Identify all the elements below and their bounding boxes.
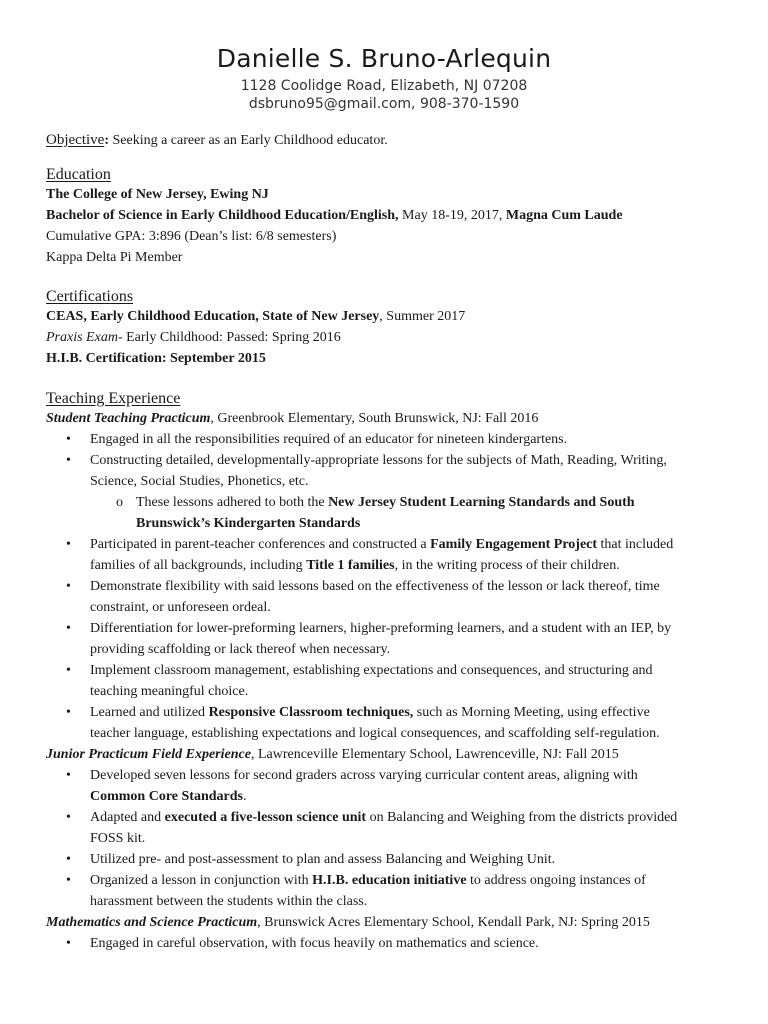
bullet-icon: •: [66, 936, 71, 951]
list-item-text: constraint, or unforeseen ordeal.: [90, 600, 271, 615]
math-science-practicum-title: [46, 912, 736, 933]
list-item-text: These lessons adhered to both the: [136, 495, 329, 510]
student-teaching-title: [46, 408, 736, 429]
objective-text: Seeking a career as an Early Childhood educator.: [108, 133, 388, 148]
list-item: [46, 618, 736, 660]
list-item-text: Utilized pre- and post-assessment to plan and assess Balancing and Weighing Unit.: [90, 852, 556, 867]
education-degree: [46, 205, 736, 226]
bullet-icon: •: [66, 579, 71, 594]
list-item-emphasis: New Jersey Student Learning Standards and South: [328, 495, 635, 510]
list-item-text: FOSS kit.: [90, 831, 146, 846]
list-item-emphasis: Family Engagement Project: [430, 537, 598, 552]
list-item-text: harassment between the students within the class.: [90, 894, 368, 909]
bullet-icon: •: [66, 705, 71, 720]
list-item: [46, 933, 736, 954]
sub-list-item: [46, 492, 736, 534]
email-phone-line: dsbruno95@gmail.com, 908-370-1590: [248, 96, 520, 112]
st-location: , Greenbrook Elementary, South Brunswick, NJ: Fall 2016: [210, 411, 539, 426]
degree-title: Bachelor of Science in Early Childhood Education/English,: [46, 208, 399, 223]
list-item-text: families of all backgrounds, including: [90, 558, 307, 573]
list-item: [46, 870, 736, 912]
list-item-text: Engaged in all the responsibilities required of an educator for nineteen kindergartens.: [90, 432, 568, 447]
bullet-icon: •: [66, 873, 71, 888]
bullet-icon: •: [66, 621, 71, 636]
list-item-text: Participated in parent-teacher conferences and constructed a: [90, 537, 431, 552]
list-item: [46, 660, 736, 702]
education-gpa: Cumulative GPA: 3:896 (Dean’s list: 6/8 semesters): [46, 229, 337, 244]
list-item: [46, 534, 736, 576]
ms-title: Mathematics and Science Practicum: [46, 915, 258, 930]
bullet-icon: •: [66, 810, 71, 825]
list-item-emphasis: Title 1 families: [306, 558, 395, 573]
list-item-text: Developed seven lessons for second graders across varying curricular content areas, aligning with: [90, 768, 638, 783]
list-item: [46, 849, 736, 870]
bullet-icon: •: [66, 432, 71, 447]
list-item-emphasis: Brunswick’s Kindergarten Standards: [136, 516, 361, 531]
education-member: Kappa Delta Pi Member: [46, 250, 183, 265]
cert-ceas-title: CEAS, Early Childhood Education, State of New Jersey: [46, 309, 380, 324]
list-item-text: such as Morning Meeting, using effective: [413, 705, 650, 720]
bullet-icon: •: [66, 663, 71, 678]
st-title: Student Teaching Practicum: [46, 411, 211, 426]
list-item: [46, 807, 736, 849]
education-school: The College of New Jersey, Ewing NJ: [46, 187, 269, 202]
list-item: [46, 702, 736, 744]
jp-location: , Lawrenceville Elementary School, Lawrenceville, NJ: Fall 2015: [250, 747, 619, 762]
degree-date: May 18-19, 2017,: [398, 208, 506, 223]
student-teaching-list-2: [46, 534, 736, 744]
list-item-text: Organized a lesson in conjunction with: [90, 873, 313, 888]
objective-colon: :: [104, 133, 109, 148]
address-line: 1128 Coolidge Road, Elizabeth, NJ 07208: [240, 78, 528, 94]
student-teaching-list: [46, 429, 736, 492]
objective-line: [46, 130, 736, 151]
list-item-text: providing scaffolding or lack thereof when necessary.: [90, 642, 391, 657]
cert-hib: H.I.B. Certification: September 2015: [46, 351, 266, 366]
list-item-emphasis: H.I.B. education initiative: [312, 873, 467, 888]
cert-ceas: [46, 306, 736, 327]
list-item-emphasis: Common Core Standards: [90, 789, 243, 804]
list-item-text: Demonstrate flexibility with said lessons based on the effectiveness of the lesson or lack thereof, time: [90, 579, 660, 594]
education-heading: Education: [46, 166, 111, 183]
bullet-icon: •: [66, 768, 71, 783]
list-item-text: to address ongoing instances of: [466, 873, 646, 888]
list-item-text: that included: [597, 537, 674, 552]
junior-practicum-title: [46, 744, 736, 765]
junior-practicum-list: [46, 765, 736, 912]
circle-bullet-icon: o: [116, 495, 123, 510]
list-item: [46, 576, 736, 618]
list-item-text: Constructing detailed, developmentally-appropriate lessons for the subjects of Math, Reading, Writing,: [90, 453, 667, 468]
certifications-heading: Certifications: [46, 288, 134, 305]
math-science-list: [46, 933, 736, 954]
objective-label: Objective: [46, 132, 105, 148]
list-item: [46, 429, 736, 450]
resume-name: Danielle S. Bruno-Arlequin: [216, 44, 552, 73]
list-item-text: on Balancing and Weighing from the districts provided: [366, 810, 678, 825]
cert-praxis: [46, 327, 736, 348]
jp-title: Junior Practicum Field Experience: [46, 747, 251, 762]
list-item-text: Engaged in careful observation, with focus heavily on mathematics and science.: [90, 936, 539, 951]
teaching-section: [46, 390, 736, 954]
list-item-text: Differentiation for lower-preforming learners, higher-preforming learners, and a student with an IEP, by: [90, 621, 672, 636]
list-item-text: teaching meaningful choice.: [90, 684, 249, 699]
list-item: [46, 765, 736, 807]
certifications-section: [46, 288, 736, 369]
bullet-icon: •: [66, 852, 71, 867]
student-teaching-sublist: [46, 492, 736, 534]
cert-praxis-detail: - Early Childhood: Passed: Spring 2016: [117, 330, 341, 345]
list-item-emphasis: executed a five-lesson science unit: [164, 810, 367, 825]
ms-location: , Brunswick Acres Elementary School, Kendall Park, NJ: Spring 2015: [257, 915, 650, 930]
list-item: [46, 450, 736, 492]
list-item-emphasis: Responsive Classroom techniques,: [208, 705, 414, 720]
list-item-text: Science, Social Studies, Phonetics, etc.: [90, 474, 309, 489]
teaching-heading: Teaching Experience: [46, 390, 181, 407]
education-section: [46, 166, 736, 268]
bullet-icon: •: [66, 537, 71, 552]
bullet-icon: •: [66, 453, 71, 468]
list-item-text: Learned and utilized: [90, 705, 209, 720]
cert-praxis-title: Praxis Exam: [46, 330, 118, 345]
list-item-text: .: [242, 789, 247, 804]
list-item-text: teacher language, establishing expectations and logical consequences, and scaffolding self-regulation.: [90, 726, 660, 741]
cert-ceas-date: , Summer 2017: [379, 309, 466, 324]
list-item-text: Adapted and: [90, 810, 165, 825]
list-item-text: , in the writing process of their children.: [394, 558, 620, 573]
list-item-text: Implement classroom management, establishing expectations and consequences, and structuring and: [90, 663, 653, 678]
degree-honor: Magna Cum Laude: [505, 208, 623, 223]
